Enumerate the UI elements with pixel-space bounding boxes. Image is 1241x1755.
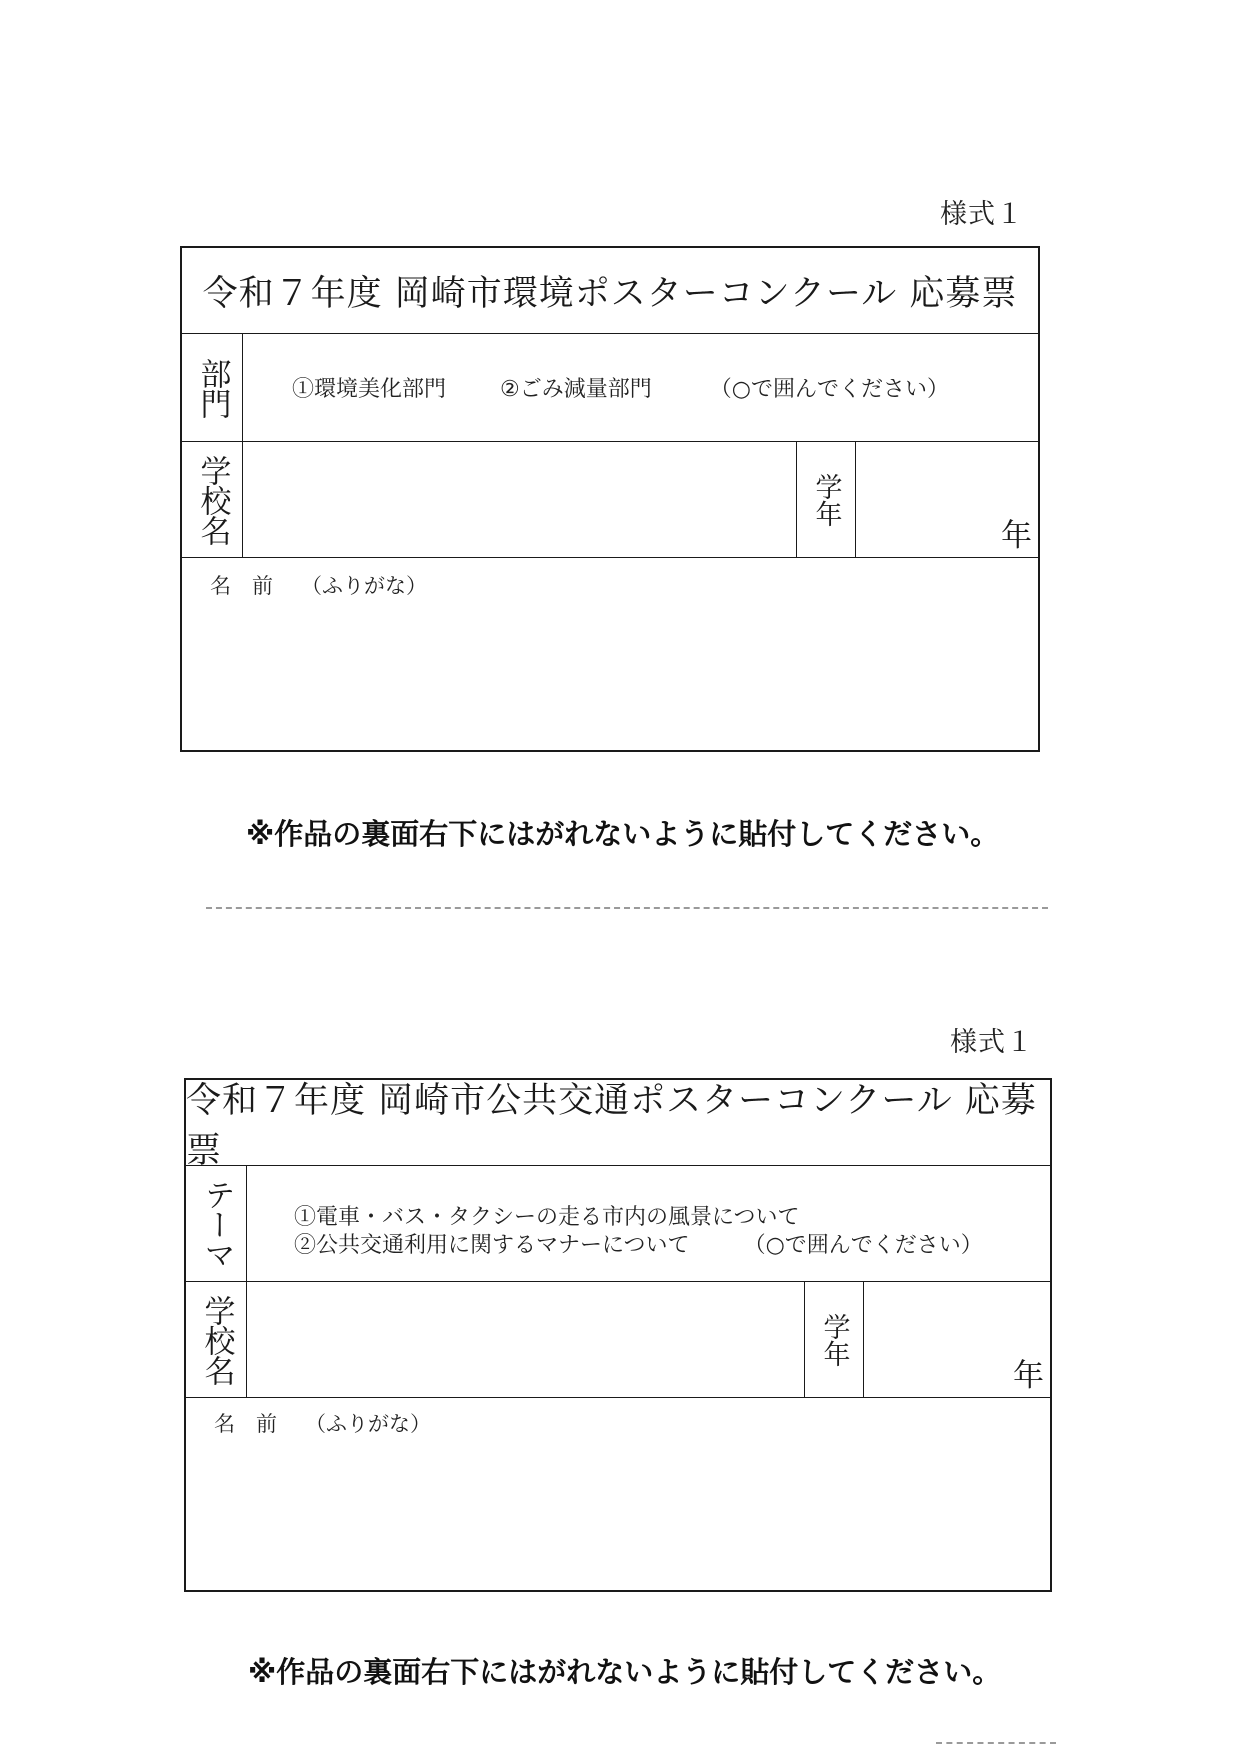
name-row[interactable]	[182, 558, 1038, 750]
cut-line-bottom	[936, 1742, 1056, 1744]
option-waste-reduction[interactable]: ②ごみ減量部門	[500, 377, 652, 402]
grade-field[interactable]	[864, 1282, 1050, 1397]
furigana-label: （ふりがな）	[305, 1412, 431, 1436]
option-environment-beautification[interactable]: ①環境美化部門	[292, 377, 447, 402]
grade-suffix: 年	[1013, 1358, 1044, 1394]
theme-option-1[interactable]: ①電車・バス・タクシーの走る市内の風景について	[294, 1205, 800, 1230]
entry-form-environment	[180, 246, 1040, 752]
attach-note-2: ※作品の裏面右下にはがれないように貼付してください。	[248, 1655, 1002, 1689]
school-name-field[interactable]	[248, 1282, 804, 1397]
option-instruction: （○で囲んでください）	[743, 1233, 983, 1258]
form-title: 令和７年度 岡崎市環境ポスターコンクール 応募票	[182, 248, 1038, 334]
category-row	[182, 334, 1038, 442]
school-row	[186, 1282, 1050, 1398]
option-instruction: （○で囲んでください）	[709, 377, 949, 402]
name-label-group	[214, 1408, 431, 1438]
theme-option-2-text[interactable]: ②公共交通利用に関するマナーについて	[294, 1233, 690, 1258]
furigana-label: （ふりがな）	[301, 574, 427, 598]
theme-label: テーマ	[186, 1166, 247, 1281]
style-label-1: 様式１	[940, 199, 1024, 230]
school-label: 学校名	[182, 442, 243, 557]
style-label-2: 様式１	[950, 1027, 1034, 1058]
name-label: 名 前	[214, 1412, 277, 1436]
category-label: 部門	[182, 334, 243, 441]
category-options	[292, 372, 949, 403]
grade-label: 学年	[804, 1282, 864, 1397]
cut-line	[206, 907, 1048, 909]
school-label: 学校名	[186, 1282, 247, 1397]
attach-note-1: ※作品の裏面右下にはがれないように貼付してください。	[246, 817, 1000, 851]
theme-option-2	[294, 1228, 983, 1259]
entry-form-public-transport	[184, 1078, 1052, 1592]
name-row[interactable]	[186, 1398, 1050, 1590]
school-name-field[interactable]	[244, 442, 796, 557]
grade-field[interactable]	[856, 442, 1038, 557]
form-title: 令和７年度 岡崎市公共交通ポスターコンクール 応募票	[186, 1080, 1050, 1166]
name-label-group	[210, 570, 427, 600]
school-row	[182, 442, 1038, 558]
name-label: 名 前	[210, 574, 273, 598]
grade-label: 学年	[796, 442, 856, 557]
grade-suffix: 年	[1001, 518, 1032, 554]
theme-row	[186, 1166, 1050, 1282]
